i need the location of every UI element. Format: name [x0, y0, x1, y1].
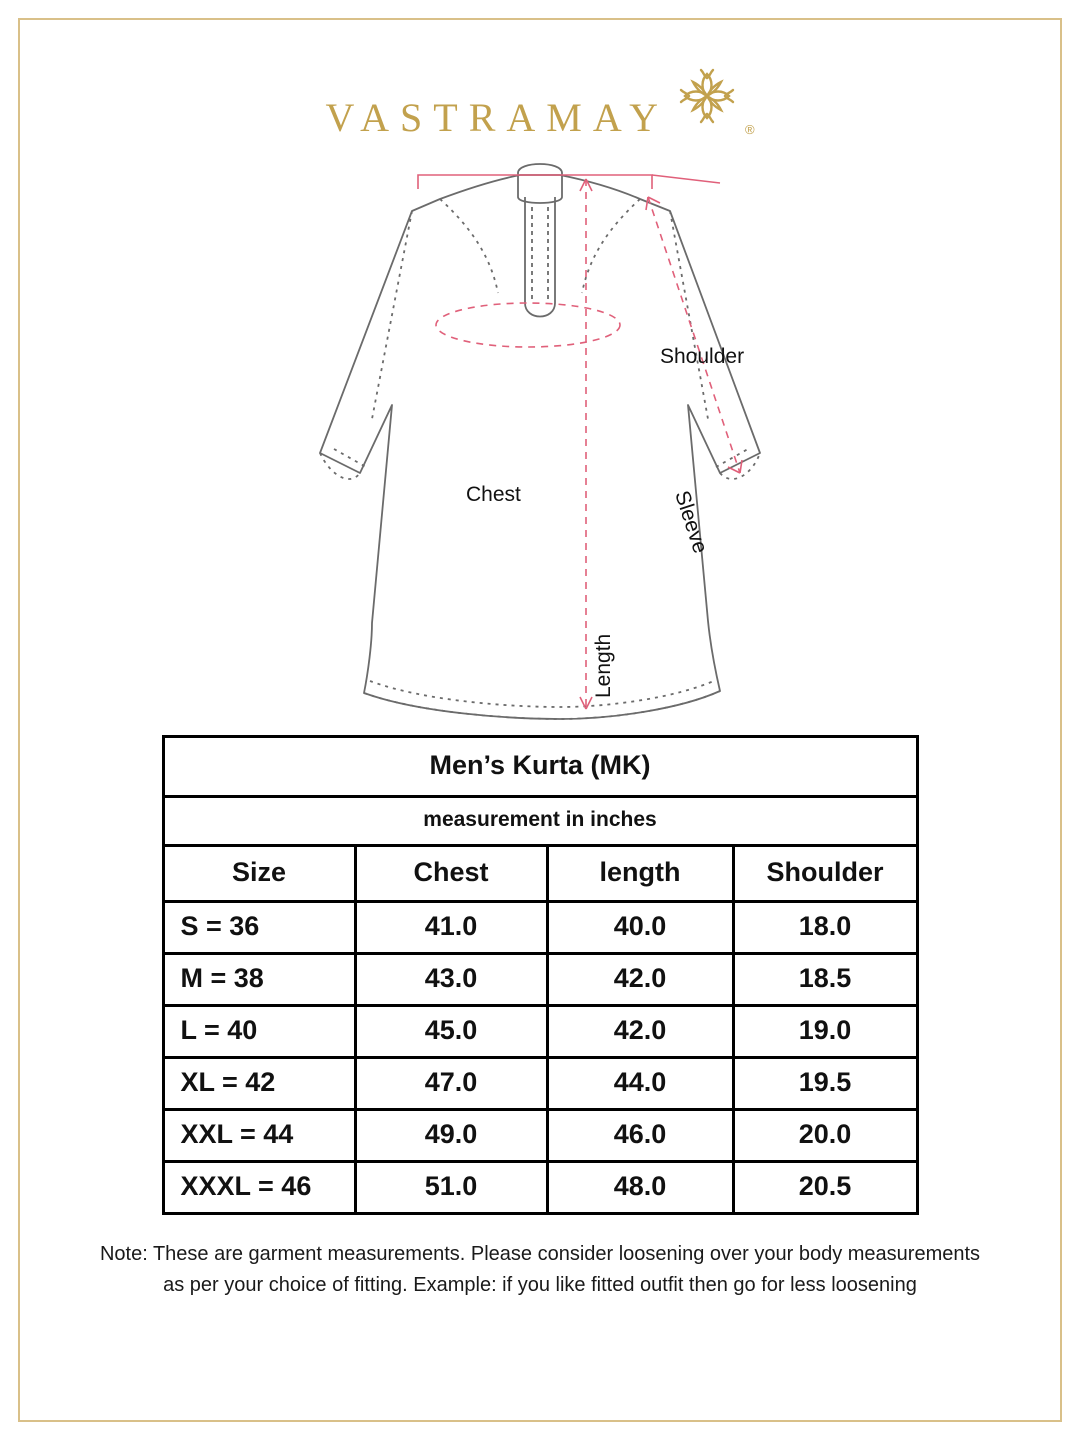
table-title-row: [163, 737, 917, 797]
note-line-2: as per your choice of fitting. Example: if you like fitted outfit then go for less loosening: [163, 1274, 917, 1296]
label-length: Length: [592, 633, 615, 698]
brand-header: [20, 60, 1060, 147]
cell-size: XXL = 44: [163, 1110, 355, 1162]
cell-size: S = 36: [163, 902, 355, 954]
cell-shoulder: 19.5: [733, 1058, 917, 1110]
cell-length: 48.0: [547, 1162, 733, 1214]
cell-length: 40.0: [547, 902, 733, 954]
cell-shoulder: 20.0: [733, 1110, 917, 1162]
cell-chest: 43.0: [355, 954, 547, 1006]
cell-chest: 47.0: [355, 1058, 547, 1110]
table-header-row: [163, 846, 917, 902]
column-header-chest: Chest: [355, 846, 547, 902]
cell-length: 44.0: [547, 1058, 733, 1110]
label-sleeve: Sleeve: [670, 488, 712, 557]
table-title: Men’s Kurta (MK): [163, 737, 917, 797]
table-subtitle-row: [163, 797, 917, 846]
table-subtitle: measurement in inches: [163, 797, 917, 846]
cell-size: XXXL = 46: [163, 1162, 355, 1214]
note-line-1: Note: These are garment measurements. Please consider loosening over your body measurements: [99, 1243, 981, 1265]
kurta-diagram: [20, 153, 1060, 733]
registered-mark: ®: [744, 122, 755, 137]
cell-shoulder: 20.5: [733, 1162, 917, 1214]
label-chest: Chest: [466, 483, 521, 506]
cell-length: 42.0: [547, 954, 733, 1006]
cell-shoulder: 19.0: [733, 1006, 917, 1058]
table-row: [163, 1162, 917, 1214]
cell-size: L = 40: [163, 1006, 355, 1058]
table-row: [163, 1006, 917, 1058]
table-row: [163, 954, 917, 1006]
table-row: [163, 902, 917, 954]
cell-length: 46.0: [547, 1110, 733, 1162]
table-row: [163, 1058, 917, 1110]
floral-star-icon: [671, 60, 743, 147]
cell-chest: 51.0: [355, 1162, 547, 1214]
size-table: [162, 735, 919, 1215]
table-row: [163, 1110, 917, 1162]
column-header-shoulder: Shoulder: [733, 846, 917, 902]
cell-length: 42.0: [547, 1006, 733, 1058]
cell-shoulder: 18.0: [733, 902, 917, 954]
cell-chest: 41.0: [355, 902, 547, 954]
label-shoulder: Shoulder: [660, 345, 745, 368]
note-text: [50, 1239, 1030, 1301]
page-frame: [18, 18, 1062, 1422]
column-header-size: Size: [163, 846, 355, 902]
cell-chest: 49.0: [355, 1110, 547, 1162]
kurta-outline-illustration: [20, 153, 1060, 733]
cell-size: XL = 42: [163, 1058, 355, 1110]
cell-shoulder: 18.5: [733, 954, 917, 1006]
column-header-length: length: [547, 846, 733, 902]
brand-name: VASTRAMAY: [325, 95, 669, 140]
cell-size: M = 38: [163, 954, 355, 1006]
cell-chest: 45.0: [355, 1006, 547, 1058]
